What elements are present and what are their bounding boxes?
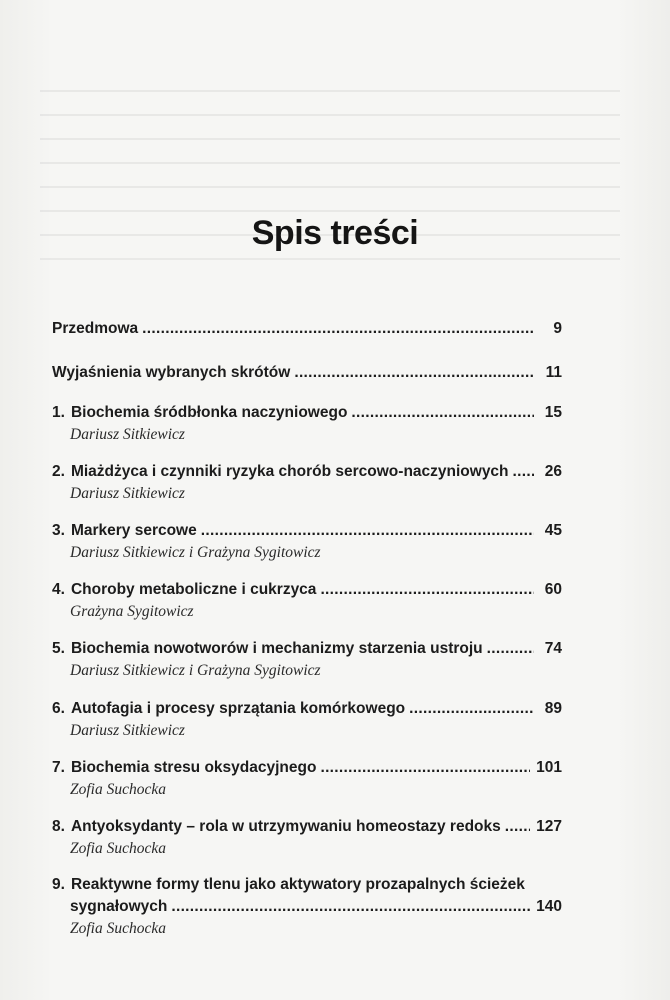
- toc-line: [52, 816, 562, 838]
- toc-line: [52, 896, 562, 918]
- toc-entry-label: Markery sercowe: [70, 522, 197, 539]
- leader-dots: [487, 638, 534, 660]
- toc-page-number: 45: [544, 522, 562, 539]
- toc-entry-chapter-3: [52, 520, 562, 564]
- chapter-number: 5.: [52, 640, 65, 657]
- toc-entry-label: Biochemia stresu oksydacyjnego: [70, 759, 317, 776]
- toc-page-number: 101: [536, 759, 562, 776]
- toc-entry-label: Miażdżyca i czynniki ryzyka chorób sercowo-naczyniowych: [70, 463, 509, 480]
- chapter-number: 6.: [52, 700, 65, 717]
- leader-dots: [171, 896, 530, 918]
- toc-line: [52, 579, 562, 601]
- toc-entry-abbreviations: [52, 362, 562, 384]
- toc-entry-label: Biochemia śródbłonka naczyniowego: [70, 404, 348, 421]
- leader-dots: [320, 757, 530, 779]
- toc-line: [52, 362, 562, 384]
- toc-entry-label-line-2: sygnałowych: [70, 898, 168, 915]
- chapter-author: Zofia Suchocka: [70, 840, 166, 857]
- toc-page-number: 140: [536, 898, 562, 915]
- toc-entry-chapter-1: [52, 402, 562, 446]
- toc-entry-label: Antyoksydanty – rola w utrzymywaniu homeostazy redoks: [70, 818, 501, 835]
- toc-line: [52, 874, 562, 896]
- page-title: Spis treści: [251, 214, 419, 252]
- toc-page-number: 74: [544, 640, 562, 657]
- toc-line: [52, 520, 562, 542]
- toc-line: [52, 757, 562, 779]
- leader-dots: [142, 318, 534, 340]
- toc-line: [52, 318, 562, 340]
- chapter-author: Dariusz Sitkiewicz i Grażyna Sygitowicz: [70, 544, 321, 561]
- chapter-author: Dariusz Sitkiewicz: [70, 426, 185, 443]
- toc-page-number: 89: [544, 700, 562, 717]
- chapter-number: 7.: [52, 759, 65, 776]
- chapter-author: Zofia Suchocka: [70, 781, 166, 798]
- toc-entry-preface: [52, 318, 562, 340]
- chapter-author: Zofia Suchocka: [70, 920, 166, 937]
- chapter-author: Dariusz Sitkiewicz: [70, 485, 185, 502]
- toc-line: [52, 638, 562, 660]
- toc-entry-chapter-9: [52, 874, 562, 940]
- leader-dots: [294, 362, 534, 384]
- leader-dots: [513, 461, 534, 483]
- chapter-number: 2.: [52, 463, 65, 480]
- toc-entry-label: Biochemia nowotworów i mechanizmy starzenia ustroju: [70, 640, 483, 657]
- toc-entry-label-line-1: Reaktywne formy tlenu jako aktywatory prozapalnych ścieżek: [70, 876, 525, 893]
- chapter-number: 3.: [52, 522, 65, 539]
- toc-page-number: 26: [544, 463, 562, 480]
- toc-page-number: 9: [553, 320, 562, 337]
- leader-dots: [505, 816, 530, 838]
- chapter-number: 9.: [52, 876, 65, 893]
- leader-dots: [409, 698, 534, 720]
- chapter-author: Dariusz Sitkiewicz i Grażyna Sygitowicz: [70, 662, 321, 679]
- toc-line: [52, 402, 562, 424]
- leader-dots: [201, 520, 534, 542]
- chapter-number: 1.: [52, 404, 65, 421]
- toc-entry-label: Autofagia i procesy sprzątania komórkowego: [70, 700, 406, 717]
- toc-entry-label: Choroby metaboliczne i cukrzyca: [70, 581, 317, 598]
- leader-dots: [320, 579, 534, 601]
- toc-entry-chapter-2: [52, 461, 562, 505]
- toc-entry-chapter-4: [52, 579, 562, 623]
- toc-entry-chapter-5: [52, 638, 562, 682]
- toc-page-number: 60: [544, 581, 562, 598]
- toc-line: [52, 461, 562, 483]
- toc-page-number: 15: [544, 404, 562, 421]
- toc-page-number: 11: [545, 364, 562, 381]
- chapter-author: Grażyna Sygitowicz: [70, 603, 194, 620]
- toc-entry-label: Przedmowa: [52, 320, 139, 337]
- chapter-author: Dariusz Sitkiewicz: [70, 722, 185, 739]
- leader-dots: [351, 402, 534, 424]
- toc-page-number: 127: [536, 818, 562, 835]
- toc-line: [52, 698, 562, 720]
- chapter-number: 8.: [52, 818, 65, 835]
- toc-entry-chapter-7: [52, 757, 562, 801]
- toc-entry-chapter-8: [52, 816, 562, 860]
- chapter-number: 4.: [52, 581, 65, 598]
- toc-entry-label: Wyjaśnienia wybranych skrótów: [52, 364, 291, 381]
- toc-entry-chapter-6: [52, 698, 562, 742]
